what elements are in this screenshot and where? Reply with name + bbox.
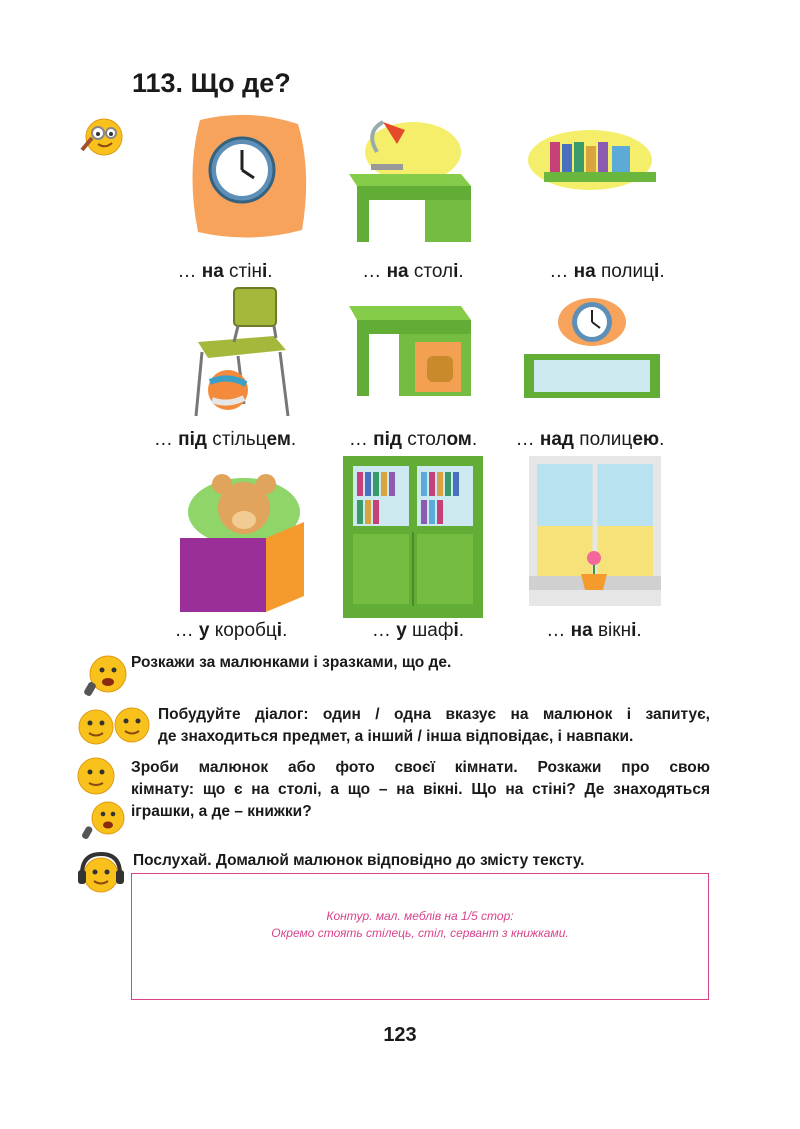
dialog-smileys-icon <box>74 703 156 747</box>
task-draw-room: Зроби малюнок або фото своєї кімнати. Розкажи про свою кімнату: що є на столі, а що – на вікні. Що на стіні? Де знаходяться іграшки, а де – книжки? <box>131 759 710 820</box>
lamp-on-table-illustration <box>343 112 483 247</box>
task-retell: Розкажи за малюнками і зразками, що де. <box>131 654 452 671</box>
caption-in-box: … у коробці. <box>174 620 288 641</box>
caption-under-table: … під столом. <box>348 429 478 450</box>
caption-on-wall: … на стіні. <box>177 261 273 282</box>
exercise-title: 113. Що де? <box>132 68 291 98</box>
speaking-smiley-icon <box>74 652 130 702</box>
drawing-area-box <box>131 873 709 1000</box>
drawing-area-note: Контур. мал. меблів на 1/5 стор: Окремо стоять стілець, стіл, сервант з книжками. <box>271 909 569 940</box>
headphones-smiley-icon <box>76 850 126 896</box>
caption-in-cupboard: … у шафі. <box>371 620 465 641</box>
bag-under-table-illustration <box>343 286 483 421</box>
caption-on-table: … на столі. <box>362 261 464 282</box>
flower-on-window-illustration <box>529 456 661 606</box>
clock-above-shelf-illustration <box>520 286 660 421</box>
caption-above-shelf: … над полицею. <box>515 429 665 450</box>
caption-on-window: … на вікні. <box>546 620 642 641</box>
magnifier-smiley-icon <box>74 112 126 158</box>
thinking-smiley-icon <box>74 754 130 842</box>
task-listen: Послухай. Домалюй малюнок відповідно до змісту тексту. <box>133 852 585 869</box>
caption-under-chair: … під стільцем. <box>153 429 297 450</box>
clock-on-wall-illustration <box>180 112 320 247</box>
page-number: 123 <box>383 1024 417 1046</box>
bear-in-box-illustration <box>172 472 322 617</box>
books-on-shelf-illustration <box>520 112 660 247</box>
task-dialog: Побудуйте діалог: один / одна вказує на малюнок і запитує, де знаходиться предмет, а інший / інша відповідає, і навпаки. <box>158 706 710 745</box>
ball-under-chair-illustration <box>178 286 318 421</box>
books-in-cupboard-illustration <box>343 456 483 618</box>
caption-on-shelf: … на полиці. <box>549 261 665 282</box>
